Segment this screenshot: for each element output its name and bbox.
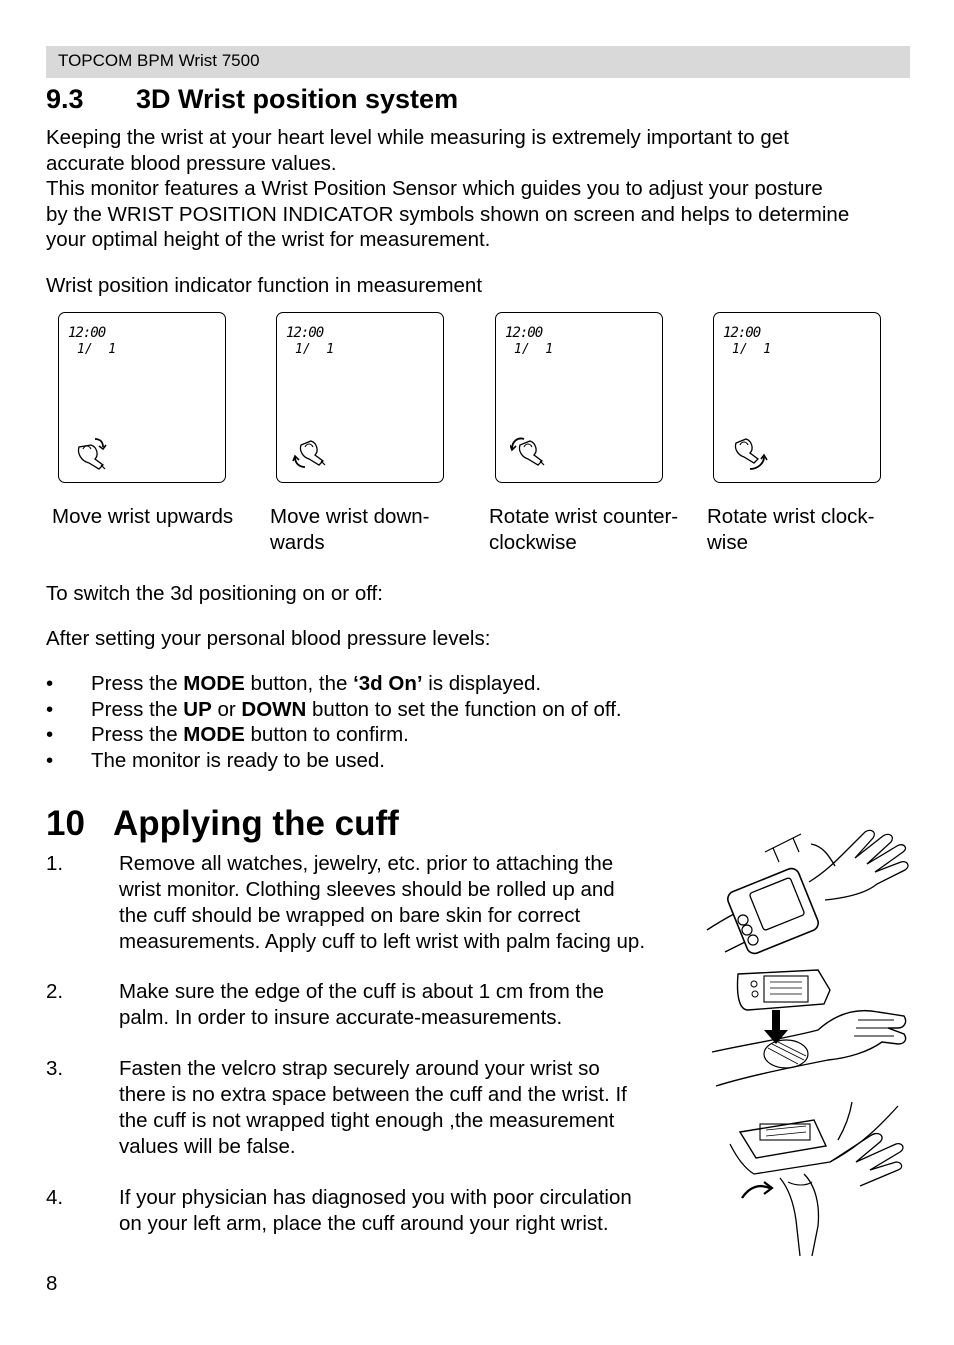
wrist-down-icon	[291, 435, 331, 473]
caption-line: Move wrist upwards	[52, 505, 234, 528]
bullet-list	[46, 671, 622, 773]
text-line: your optimal height of the wrist for measurement.	[46, 228, 491, 252]
lcd-date: 1/ 1	[295, 342, 335, 357]
wrist-counterclockwise-icon	[510, 435, 550, 473]
list-item	[46, 722, 622, 748]
lcd-panel-down	[276, 312, 444, 483]
text-line: This monitor features a Wrist Position Sensor which guides you to adjust your posture	[46, 177, 823, 201]
text-line: by the WRIST POSITION INDICATOR symbols shown on screen and helps to determine	[46, 202, 850, 226]
step-3	[46, 1056, 691, 1160]
lcd-date: 1/ 1	[514, 342, 554, 357]
caption-line: clockwise	[489, 530, 577, 554]
lcd-time: 12:00	[723, 325, 761, 341]
indicator-heading: Wrist position indicator function in measurement	[46, 274, 483, 297]
lcd-time: 12:00	[505, 325, 543, 341]
lcd-date: 1/ 1	[77, 342, 117, 357]
bullet-glyph: •	[46, 697, 54, 721]
text-line: Keeping the wrist at your heart level while measuring is extremely important to get	[46, 126, 789, 149]
bullet-text: Press the UP or DOWN button to set the function on of off.	[91, 697, 622, 721]
step-4	[46, 1185, 691, 1237]
step-1	[46, 851, 691, 955]
cuff-on-wrist-illustration	[705, 822, 915, 962]
bullet-text: Press the MODE button to confirm.	[91, 723, 409, 747]
step-number: 1.	[46, 852, 64, 875]
caption-wrist-down	[270, 504, 475, 555]
intro-paragraph	[46, 125, 849, 253]
caption-line: Rotate wrist counter-	[489, 505, 679, 528]
bullet-text: The monitor is ready to be used.	[91, 748, 385, 772]
step-number: 2.	[46, 980, 64, 1003]
bullet-text: Press the MODE button, the ‘3d On’ is displayed.	[91, 672, 542, 695]
list-item	[46, 671, 622, 697]
step-text: Fasten the velcro strap securely around your wrist so there is no extra space between the cuff and the wrist. If the cuff is not wrapped tight enough ,the measurement values will be false.	[119, 1057, 627, 1158]
caption-wrist-up	[52, 504, 257, 530]
lcd-date: 1/ 1	[732, 342, 772, 357]
section-title: Applying the cuff	[113, 804, 399, 843]
step-text: Make sure the edge of the cuff is about 1 cm from the palm. In order to insure accurate-measurements.	[119, 980, 605, 1029]
list-item	[46, 748, 622, 774]
wrist-clockwise-icon	[728, 435, 768, 473]
switch-instruction: To switch the 3d positioning on or off:	[46, 582, 383, 605]
lcd-panel-counterclockwise	[495, 312, 663, 483]
list-item	[46, 697, 622, 723]
step-text: If your physician has diagnosed you with poor circulation on your left arm, place the cuff around your right wrist.	[119, 1186, 632, 1235]
bullet-glyph: •	[46, 672, 54, 695]
section-heading-9-3	[46, 84, 458, 115]
section-number: 10	[46, 804, 85, 843]
cuff-position-illustration	[708, 968, 913, 1093]
lcd-panel-up	[58, 312, 226, 483]
after-setting-text: After setting your personal blood pressure levels:	[46, 627, 491, 650]
text-line: accurate blood pressure values.	[46, 151, 337, 175]
lcd-panel-clockwise	[713, 312, 881, 483]
step-number: 3.	[46, 1057, 64, 1080]
caption-line: wise	[707, 530, 749, 554]
section-number: 9.3	[46, 84, 84, 114]
caption-line: wards	[270, 530, 325, 554]
page-header	[46, 46, 910, 78]
lcd-time: 12:00	[68, 325, 106, 341]
bullet-glyph: •	[46, 723, 54, 747]
section-title: 3D Wrist position system	[136, 84, 459, 114]
caption-counterclockwise	[489, 504, 694, 555]
wrist-up-icon	[73, 435, 113, 473]
fasten-strap-illustration	[720, 1096, 910, 1256]
step-text: Remove all watches, jewelry, etc. prior to attaching the wrist monitor. Clothing sleeves should be rolled up and the cuff should be wrapped on bare skin for correct measurements. Apply cuff to left wrist with palm facing up.	[119, 852, 646, 953]
lcd-time: 12:00	[286, 325, 324, 341]
document-title: TOPCOM BPM Wrist 7500	[58, 51, 260, 70]
section-heading-10	[46, 804, 399, 844]
step-number: 4.	[46, 1186, 64, 1209]
bullet-glyph: •	[46, 748, 54, 772]
caption-clockwise	[707, 504, 912, 555]
caption-line: Move wrist down-	[270, 505, 430, 528]
step-2	[46, 979, 691, 1031]
page-number: 8	[46, 1272, 58, 1295]
caption-line: Rotate wrist clock-	[707, 505, 875, 528]
